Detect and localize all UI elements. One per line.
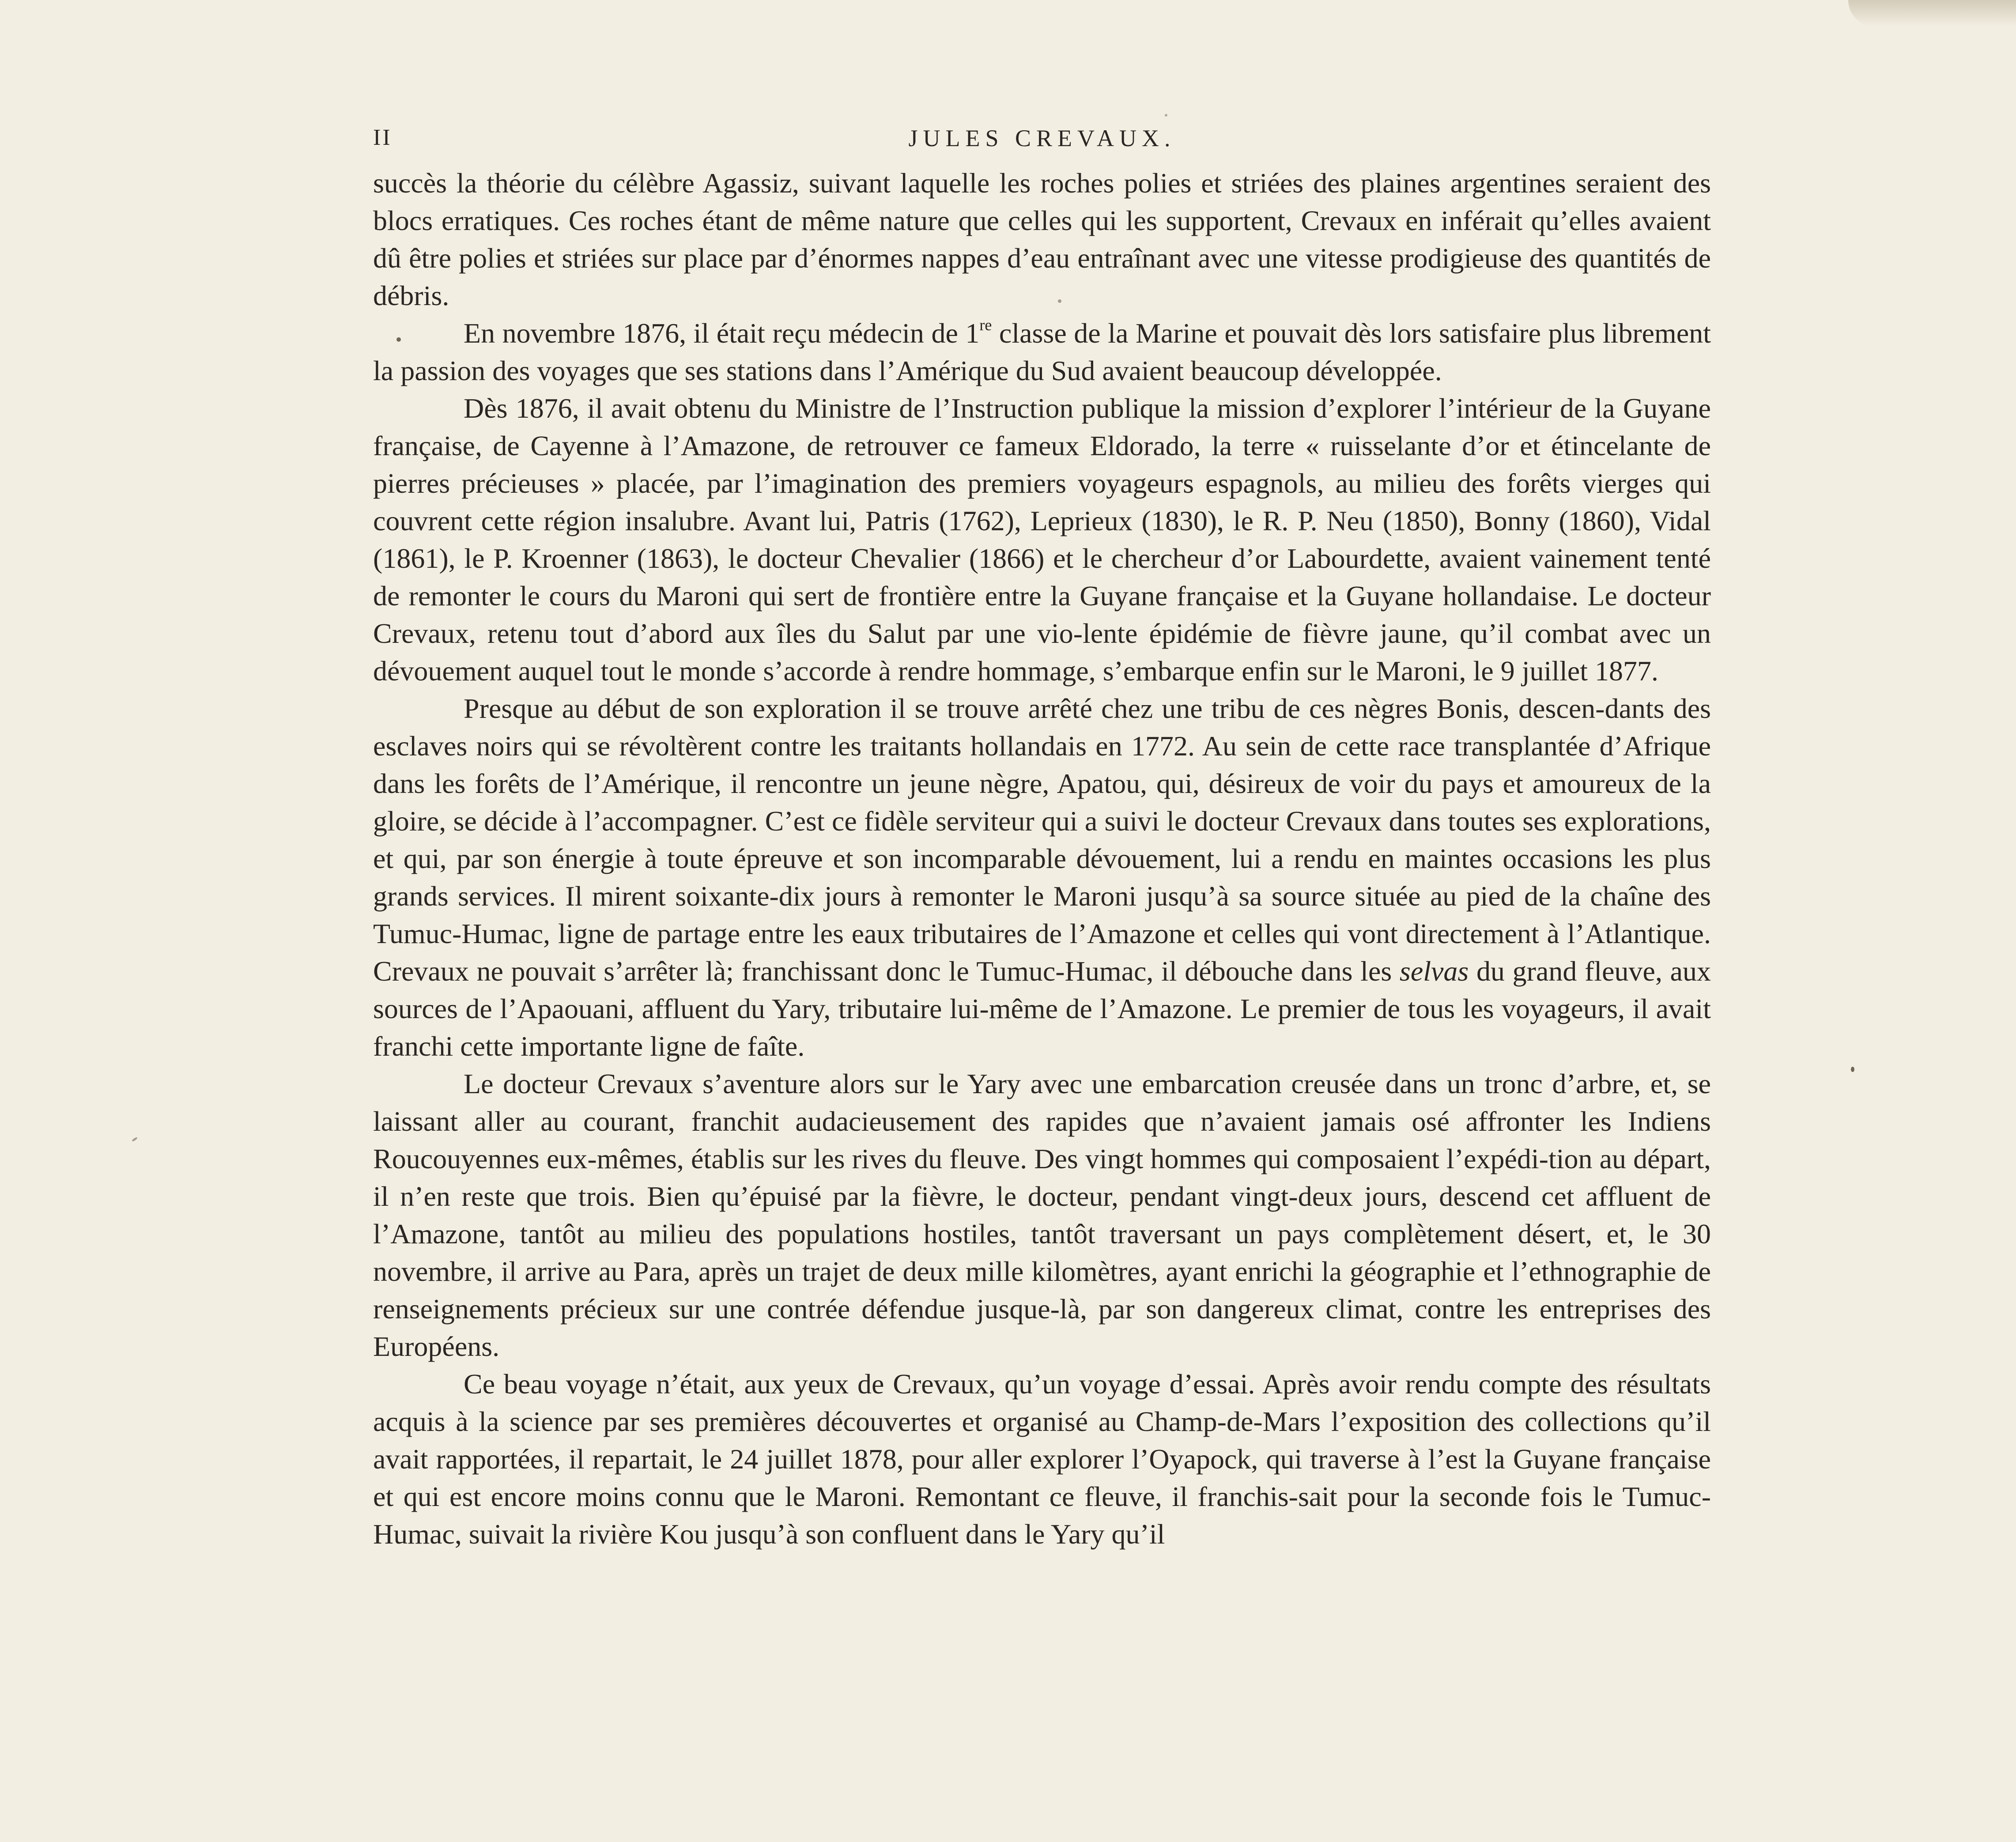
page-number: II [373, 125, 392, 150]
body-text [373, 164, 1711, 1553]
paragraph-4 [373, 690, 1711, 1065]
ink-speck [1851, 1067, 1854, 1072]
page-header [373, 125, 1711, 160]
paragraph-2-text-b: classe de la Marine et pouvait dès lors satisfaire plus librement la passion des voyages que ses stations dans l’Amérique du Sud avaient beaucoup développée. [373, 317, 1711, 386]
paragraph-3-text: Dès 1876, il avait obtenu du Ministre de l’Instruction publique la mission d’explorer l’intérieur de la Guyane française, de Cayenne à l’Amazone, de retrouver ce fameux Eldorado, la terre « ruisselante d’or et étincelante de pierres précieuses » placée, par l’imagination des premiers voyageurs espagnols, au milieu des forêts vierges qui couvrent cette région insalubre. Avant lui, Patris (1762), Leprieux (1830), le R. P. Neu (1850), Bonny (1860), Vidal (1861), le P. Kroenner (1863), le docteur Chevalier (1866) et le chercheur d’or Labourdette, avaient vainement tenté de remonter le cours du Maroni qui sert de frontière entre la Guyane française et la Guyane hollandaise. Le docteur Crevaux, retenu tout d’abord aux îles du Salut par une vio-lente épidémie de fièvre jaune, qu’il combat avec un dévouement auquel tout le monde s’accorde à rendre hommage, s’embarque enfin sur le Maroni, le 9 juillet 1877. [373, 393, 1711, 687]
ink-speck [1058, 299, 1061, 303]
paragraph-2-text-a: En novembre 1876, il était reçu médecin de 1 [464, 317, 980, 349]
running-title: JULES CREVAUX. [908, 125, 1176, 151]
paragraph-2 [373, 314, 1711, 389]
paragraph-5-text: Le docteur Crevaux s’aventure alors sur le Yary avec une embarcation creusée dans un tronc d’arbre, et, se laissant aller au courant, franchit audacieusement des rapides que n’avaient jamais osé affronter les Indiens Roucouyennes eux-mêmes, établis sur les rives du fleuve. Des vingt hommes qui composaient l’expédi-tion au départ, il n’en reste que trois. Bien qu’épuisé par la fièvre, le docteur, pendant vingt-deux jours, descend cet affluent de l’Amazone, tantôt au milieu des populations hostiles, tantôt traversant un pays complètement désert, et, le 30 novembre, il arrive au Para, après un trajet de deux mille kilomètres, ayant enrichi la géographie et l’ethnographie de renseignements précieux sur une contrée défendue jusque-là, par son dangereux climat, contre les entreprises des Européens. [373, 1068, 1711, 1362]
paragraph-6-text: Ce beau voyage n’était, aux yeux de Crevaux, qu’un voyage d’essai. Après avoir rendu compte des résultats acquis à la science par ses premières découvertes et organisé au Champ-de-Mars l’exposition des collections qu’il avait rapportées, il repartait, le 24 juillet 1878, pour aller explorer l’Oyapock, qui traverse à l’est la Guyane française et qui est encore moins connu que le Maroni. Remontant ce fleuve, il franchis-sait pour la seconde fois le Tumuc-Humac, suivait la rivière Kou jusqu’à son confluent dans le Yary qu’il [373, 1368, 1711, 1550]
ink-speck [396, 337, 401, 342]
paragraph-4-text-a: Presque au début de son exploration il se trouve arrêté chez une tribu de ces nègres Bonis, descen-dants des esclaves noirs qui se révoltèrent contre les traitants hollandais en 1772. Au sein de cette race transplantée d’Afrique dans les forêts de l’Amérique, il rencontre un jeune nègre, Apatou, qui, désireux de voir du pays et amoureux de la gloire, se décide à l’accompagner. C’est ce fidèle serviteur qui a suivi le docteur Crevaux dans toutes ses explorations, et qui, par son énergie à toute épreuve et son incomparable dévouement, lui a rendu en maintes occasions les plus grands services. Il mirent soixante-dix jours à remonter le Maroni jusqu’à sa source située au pied de la chaîne des Tumuc-Humac, ligne de partage entre les eaux tributaires de l’Amazone et celles qui vont directement à l’Atlantique. Crevaux ne pouvait s’arrêter là; franchissant donc le Tumuc-Humac, il débouche dans les [373, 693, 1711, 987]
paragraph-4-text-b: du grand fleuve, aux sources de l’Apaouani, affluent du Yary, tributaire lui-même de l’Amazone. Le premier de tous les voyageurs, il avait franchi cette importante ligne de faîte. [373, 955, 1711, 1062]
page-corner-shadow [1848, 0, 2016, 26]
paragraph-1 [373, 164, 1711, 314]
paragraph-5 [373, 1065, 1711, 1365]
ordinal-superscript: re [979, 316, 992, 334]
ink-speck [132, 1136, 138, 1142]
ink-speck [1165, 114, 1167, 117]
paragraph-6 [373, 1365, 1711, 1553]
paragraph-3 [373, 389, 1711, 690]
paragraph-1-text: succès la théorie du célèbre Agassiz, suivant laquelle les roches polies et striées des plaines argentines seraient des blocs erratiques. Ces roches étant de même nature que celles qui les supportent, Crevaux en inférait qu’elles avaient dû être polies et striées sur place par d’énormes nappes d’eau entraînant avec une vitesse prodigieuse des quantités de débris. [373, 167, 1711, 311]
italic-word-selvas: selvas [1399, 955, 1469, 987]
